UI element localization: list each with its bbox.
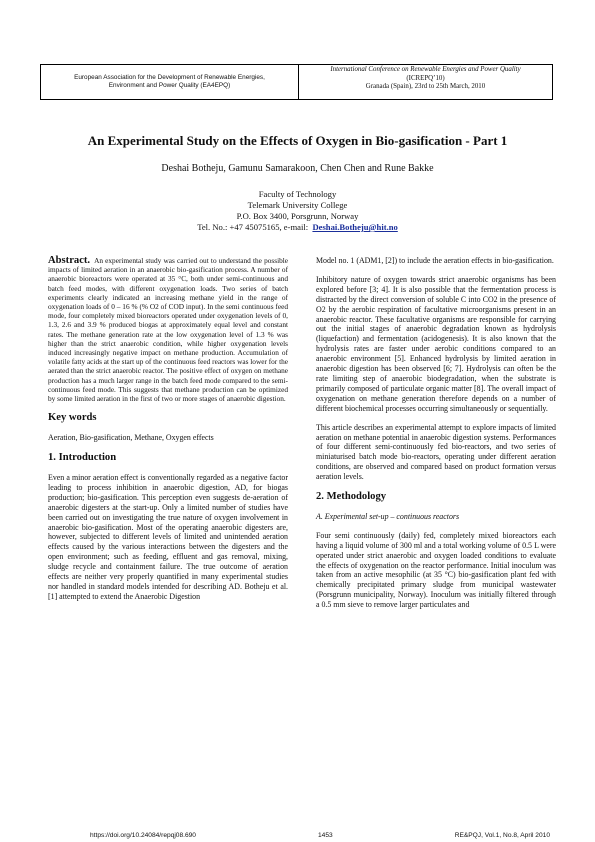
methodology-paragraph-1: Four semi continuously (daily) fed, completely mixed bioreactors each having a liquid volume of 300 ml and a total working volume of 0.5 L were operated under strict anaerobic and oxygen loaded conditions to evaluate the effects of oxygenation on the reactor performance. Initial inoculum was taken from an active mesophilic (at 35 °C) bio-gasification plant fed with chemically precipitated primary sludge from municipal wastewater (Porsgrunn municipality, Norway). Inoculum was initially filtered through a 0.5 mm sieve to remove larger particulates and bbox=[316, 530, 556, 610]
affiliation-college: Telemark University College bbox=[247, 200, 348, 210]
conference-abbr: (ICREPQ’10) bbox=[406, 74, 445, 82]
conference-box bbox=[299, 65, 552, 99]
keywords-heading: Key words bbox=[48, 412, 97, 424]
page-number: 1453 bbox=[317, 832, 333, 839]
affiliation bbox=[40, 189, 555, 233]
introduction-paragraph-2: Inhibitory nature of oxygen towards strict anaerobic organisms has been explored before [3; 4]. It is also possible that the fermentation process is distracted by the direct conversion of soluble C into CO2 in the presence of O2 by the aerobic respiration of facultative microorganisms present in an anaerobic reactor. These facultative organisms are responsible for carrying out the initial stages of anaerobic degradation known as hydrolysis (liquefaction) and fermentation (acidogenesis). It is also known that the hydrolysis rates are faster under aerobic conditions compared to an anaerobic environment [5]. Enhanced hydrolysis by limited aeration in anaerobic digestion has been observed [6; 7]. Hydrolysis can often be the rate limiting step of anaerobic biodegradation, when the substrate is primarily composed of particulate organic matter [8]. The overall impact of oxygenation on methane generation therefore depends on a number of different biochemical processes occurring simultaneously or sequentially. bbox=[316, 274, 556, 413]
organization-line-1: European Association for the Development of Renewable Energies, bbox=[74, 74, 265, 81]
affiliation-address: P.O. Box 3400, Porsgrunn, Norway bbox=[236, 211, 359, 221]
keywords-text: Aeration, Bio-gasification, Methane, Oxygen effects bbox=[48, 433, 214, 443]
contact-text: Tel. No.: +47 45075165, e-mail: bbox=[197, 222, 309, 232]
doi-link[interactable]: https://doi.org/10.24084/repqj08.690 bbox=[90, 832, 196, 839]
methodology-subheading: A. Experimental set-up – continuous reactors bbox=[316, 511, 460, 521]
page-footer bbox=[90, 832, 550, 839]
abstract-text: An experimental study was carried out to understand the possible impacts of limited aeration in an anaerobic bio-gasification process. A number of anaerobic bioreactors were operated at 35 °C, both under semi-continuous and batch feed modes, with different oxygenation loads. Two series of batch experiments clearly indicated an increasing methane yield in the range of oxygenation loads of 0 – 16 % (% O2 of COD input). In the semi continuous feed mode, four completely mixed bioreactors operated under oxygenation levels of 0, 1.3, 2.6 and 3.9 % produced biogas at approximately equal level and constant rates. The methane generation rate at the low oxygenation level of 1.3 % was higher than the strict anaerobic condition, while higher oxygenation levels induced increasingly negative impact on methane production. Accumulation of volatile fatty acids at the start up of the continuous feed reactors was lower for the aerated than the strict anaerobic reactor. The positive effect of oxygen on methane production has a much larger range in the batch feed mode compared to the semi-continuous feed mode. This suggests that methane production can be optimized by some limited aeration in the first of two or more stages of anaerobic digestion. bbox=[48, 256, 289, 404]
affiliation-faculty: Faculty of Technology bbox=[258, 189, 337, 199]
right-column bbox=[316, 256, 556, 619]
paper-title: An Experimental Study on the Effects of Oxygen in Bio-gasification - Part 1 bbox=[87, 133, 508, 148]
conference-header bbox=[40, 64, 553, 100]
introduction-paragraph-1: Even a minor aeration effect is conventionally regarded as a negative factor leading to process inhibition in anaerobic digestion, AD, for biogas production; bio-gasification. This perception even suggests de-aeration of anaerobic digesters at the start-up. Only a limited number of studies have been carried out on investigating the true nature of oxygen involvement in anaerobic bio-gasification. Most of the operating anaerobic digesters are, however, subjected to different levels of limited and unintended aeration effects caused by the various interactions between the digesters and the open environment; such as feeding, effluent and gas removal, mixing, sludge recycle and containment failure. The true outcome of aeration effects are neither very properly quantified in many experimental studies nor handled in standard models intended for describing AD. Botheju et al. [1] attempted to extend the Anaerobic Digestion bbox=[48, 472, 288, 601]
author-list: Deshai Botheju, Gamunu Samarakoon, Chen Chen and Rune Bakke bbox=[161, 163, 434, 174]
introduction-paragraph-3: This article describes an experimental attempt to explore impacts of limited aeration on methane potential in anaerobic digestion systems. Performances of four different semi-continuously fed bio-reactors, and two series of miniaturised batch mode bio-reactors, operating under different aeration conditions, are observed and compared based on product formation versus aeration levels. bbox=[316, 422, 556, 482]
affiliation-contact bbox=[40, 222, 555, 233]
abstract bbox=[48, 256, 288, 403]
conference-name: International Conference on Renewable Energies and Power Quality bbox=[330, 66, 521, 73]
abstract-heading: Abstract. bbox=[48, 255, 91, 266]
introduction-heading: 1. Introduction bbox=[48, 452, 117, 464]
conference-location-date: Granada (Spain), 23rd to 25th March, 2010 bbox=[365, 83, 486, 90]
methodology-heading: 2. Methodology bbox=[316, 491, 387, 503]
email-link[interactable]: Deshai.Botheju@hit.no bbox=[312, 222, 398, 232]
organization-line-2: Environment and Power Quality (EA4EPQ) bbox=[108, 82, 231, 89]
organization-box bbox=[41, 65, 299, 99]
introduction-paragraph-1-continued: Model no. 1 (ADM1, [2]) to include the aeration effects in bio-gasification. bbox=[316, 256, 554, 265]
left-column bbox=[48, 256, 288, 611]
journal-info: RE&PQJ, Vol.1, No.8, April 2010 bbox=[454, 832, 550, 839]
